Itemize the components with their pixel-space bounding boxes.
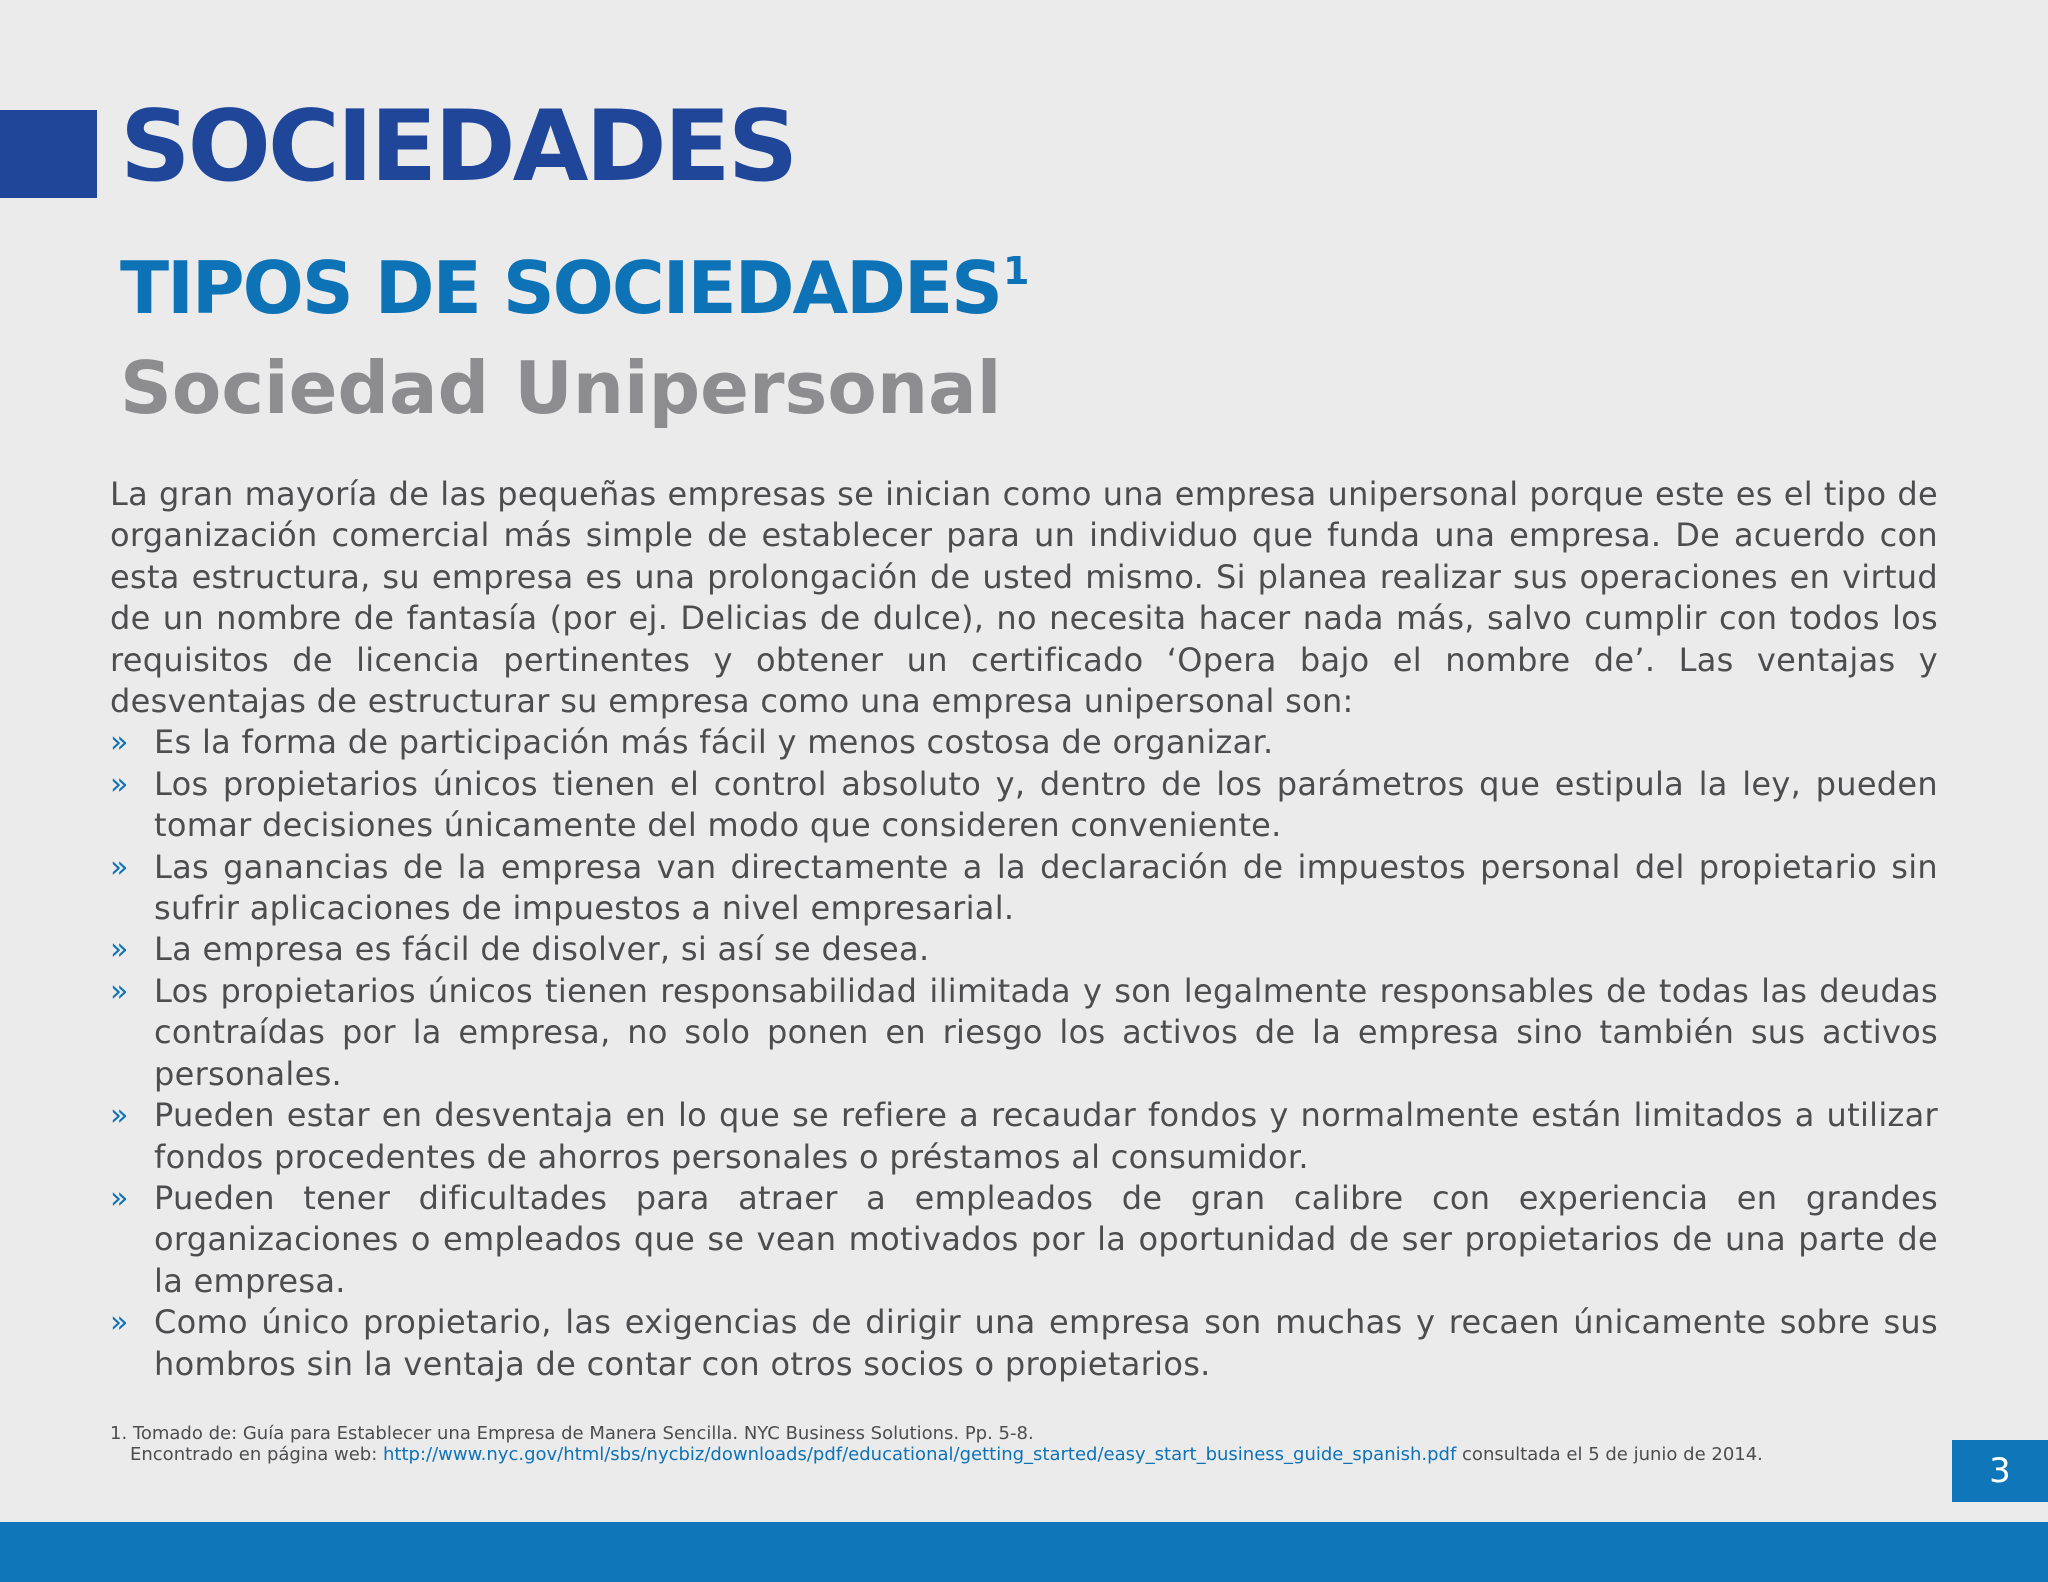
list-item [110,722,1938,763]
list-item-text: Los propietarios únicos tienen responsabilidad ilimitada y son legalmente responsables de todas las deudas contraídas por la empresa, no solo ponen en riesgo los activos de la empresa sino también sus activos personales. [154,971,1938,1093]
bullet-icon: » [110,1305,129,1341]
title-accent-block [0,110,97,198]
subtitle [120,246,1030,330]
list-item [110,847,1938,930]
bullet-icon: » [110,766,129,802]
footnote-source [110,1444,1763,1465]
subtitle-text: TIPOS DE SOCIEDADES [120,246,1001,330]
main-content [110,474,1938,1385]
bullet-icon: » [110,1098,129,1134]
footnote-source-prefix: Encontrado en página web: [130,1444,384,1465]
footnote-link[interactable]: http://www.nyc.gov/html/sbs/nycbiz/downloads/pdf/educational/getting_started/easy_start_business_guide_spanish.pdf [383,1444,1457,1465]
list-item-text: Pueden tener dificultades para atraer a empleados de gran calibre con experiencia en grandes organizaciones o empleados que se vean motivados por la oportunidad de ser propietarios de una parte de la empresa. [154,1178,1938,1300]
list-item [110,764,1938,847]
bullet-icon: » [110,973,129,1009]
list-item [110,1302,1938,1385]
list-item [110,971,1938,1095]
section-title: Sociedad Unipersonal [120,346,1002,430]
intro-paragraph: La gran mayoría de las pequeñas empresas se inician como una empresa unipersonal porque este es el tipo de organización comercial más simple de establecer para un individuo que funda una empresa. De acuerdo con esta estructura, su empresa es una prolongación de usted mismo. Si planea realizar sus operaciones en virtud de un nombre de fantasía (por ej. Delicias de dulce), no necesita hacer nada más, salvo cumplir con todos los requisitos de licencia pertinentes y obtener un certificado ‘Opera bajo el nombre de’. Las ventajas y desventajas de estructurar su empresa como una empresa unipersonal son: [110,475,1938,721]
bullet-icon: » [110,725,129,761]
list-item-text: Pueden estar en desventaja en lo que se refiere a recaudar fondos y normalmente están limitados a utilizar fondos procedentes de ahorros personales o préstamos al consumidor. [154,1096,1938,1176]
page-number: 3 [1952,1440,2048,1502]
list-item [110,929,1938,970]
list-item-text: Los propietarios únicos tienen el control absoluto y, dentro de los parámetros que estipula la ley, pueden tomar decisiones únicamente del modo que consideren conveniente. [154,764,1938,845]
list-item-text: Es la forma de participación más fácil y menos costosa de organizar. [154,723,1274,762]
page-title: SOCIEDADES [120,90,796,204]
footnote-citation: 1. Tomado de: Guía para Establecer una Empresa de Manera Sencilla. NYC Business Solutions. Pp. 5-8. [110,1423,1034,1444]
bullet-icon: » [110,932,129,968]
advantages-list [110,722,1938,1385]
list-item-text: Las ganancias de la empresa van directamente a la declaración de impuestos personal del propietario sin sufrir aplicaciones de impuestos a nivel empresarial. [154,847,1938,928]
list-item-text: La empresa es fácil de disolver, si así se desea. [154,930,930,969]
footer-bar [0,1522,2048,1582]
bullet-icon: » [110,1180,129,1216]
bullet-icon: » [110,849,129,885]
list-item [110,1178,1938,1302]
footnote [110,1423,1763,1465]
list-item [110,1095,1938,1178]
list-item-text: Como único propietario, las exigencias de dirigir una empresa son muchas y recaen únicamente sobre sus hombros sin la ventaja de contar con otros socios o propietarios. [154,1303,1938,1383]
footnote-source-suffix: consultada el 5 de junio de 2014. [1456,1444,1763,1465]
footnote-reference: 1 [1002,249,1030,293]
